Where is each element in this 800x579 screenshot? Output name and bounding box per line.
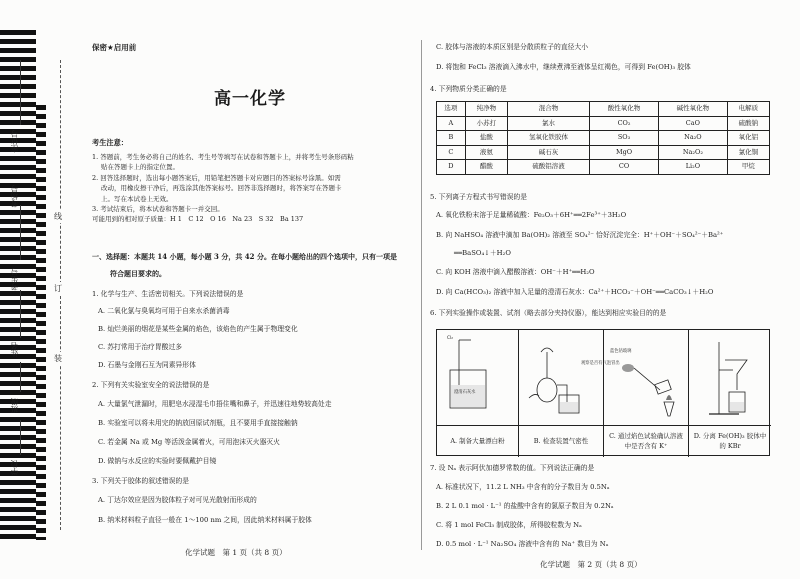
apparatus-c-drawing (604, 330, 689, 425)
table-row[interactable] (437, 116, 770, 131)
caption-d: D. 分离 Fe(OH)₃ 胶体中的 KBr (689, 425, 771, 457)
q7-option-b[interactable]: B. 2 L 0.1 mol · L⁻¹ 的盐酸中含有的氯原子数目为 0.2Nₐ (436, 502, 614, 510)
cut-line (60, 60, 61, 530)
seat-number-field[interactable] (20, 60, 21, 125)
cut-mark-line: 线 (54, 212, 62, 221)
table-cell: Li₂O (658, 160, 727, 175)
question-2-stem: 2. 下列有关实验室安全的说法错误的是 (92, 381, 210, 389)
apparatus-b[interactable] (519, 330, 620, 457)
table-cell: 甲烷 (727, 160, 769, 175)
right-page (430, 0, 775, 579)
school-field[interactable] (20, 420, 21, 455)
table-cell: 醋酸 (465, 160, 507, 175)
cut-mark-bind: 订 (54, 284, 62, 293)
question-4-stem: 4. 下列物质分类正确的是 (430, 85, 507, 93)
school-label: 学校 (10, 460, 19, 475)
q2-option-d[interactable]: D. 做钠与水反应的实验时要佩戴护目镜 (98, 457, 217, 465)
table-header: 碱性氧化物 (658, 102, 727, 117)
notice-body (92, 152, 417, 225)
section-heading-cont: 符合题目要求的。 (110, 269, 166, 278)
q7-option-a[interactable]: A. 标准状况下，11.2 L NH₃ 中含有的分子数目为 0.5Nₐ (436, 483, 610, 491)
q3-option-d[interactable]: D. 将饱和 FeCl₃ 溶液滴入沸水中，继续煮沸至液体呈红褐色，可得到 Fe(OH)₃ 胶体 (436, 63, 691, 71)
section-heading: 一、选择题：本题共 14 小题，每小题 3 分，共 42 分。在每小题给出的四个选项中，只有一项是 (92, 252, 397, 261)
apparatus-a-drawing (437, 330, 519, 425)
notice-line: 3. 考试结束后，将本试卷和答题卡一并交回。 (92, 204, 224, 213)
label-limewater: 澄清石灰水 (454, 390, 476, 395)
table-header-row (437, 102, 770, 117)
apparatus-panel (436, 329, 770, 456)
column-divider (421, 40, 422, 550)
table-cell: CO₂ (590, 116, 659, 131)
name-label: 姓名 (10, 342, 19, 357)
table-cell: 碱石灰 (507, 145, 589, 160)
label-cl2: Cl₂ (447, 336, 453, 341)
table-cell: 硫酸铝溶液 (507, 160, 589, 175)
q1-option-d[interactable]: D. 石墨与金刚石互为同素异形体 (98, 361, 196, 369)
seat-number-label: 座位号 (10, 130, 19, 153)
q2-option-c[interactable]: C. 若金属 Na 或 Mg 等活泼金属着火，可用泡沫灭火器灭火 (98, 438, 280, 446)
binding-strip (0, 0, 80, 579)
table-cell: Na₂O (658, 131, 727, 146)
candidate-number-label: 考生号 (10, 268, 19, 291)
label-cobalt-glass: 蓝色钴玻璃 (610, 349, 632, 354)
notice-line: 上。写在本试卷上无效。 (101, 194, 173, 203)
table-cell: MgO (590, 145, 659, 160)
apparatus-d[interactable] (689, 330, 771, 457)
table-cell: D (437, 160, 466, 175)
table-cell: 氢氧化铁胶体 (507, 131, 589, 146)
notice-heading: 考生注意： (92, 138, 128, 147)
notice-line: 1. 答题前，考生务必将自己的姓名、考生号等填写在试卷和答题卡上，并将考生号条形码粘 (92, 153, 354, 161)
question-6-stem: 6. 下列实验操作或装置、试剂（略去部分夹持仪器），能达到相应实验目的的是 (430, 309, 667, 317)
label-bubbles: 观察是否有气泡冒出 (581, 361, 620, 366)
q3-option-a[interactable]: A. 丁达尔效应是因为胶体粒子对可见光散射而形成的 (98, 496, 257, 504)
table-cell: C (437, 145, 466, 160)
question-1-stem: 1. 化学与生产、生活密切相关。下列说法错误的是 (92, 290, 244, 298)
table-cell: 液氨 (465, 145, 507, 160)
apparatus-b-drawing (519, 330, 620, 425)
table-cell: CO (590, 160, 659, 175)
page-title: 高一化学 (214, 89, 286, 109)
apparatus-d-drawing (689, 330, 771, 425)
table-cell: 氧化铝 (727, 131, 769, 146)
classification-table (436, 101, 770, 175)
table-header: 选项 (437, 102, 466, 117)
class-field[interactable] (20, 362, 21, 392)
q1-option-b[interactable]: B. 灿烂美丽的烟花是某些金属的焰色，该焰色的产生属于物理变化 (98, 325, 298, 333)
notice-line: 贴在答题卡上的指定位置。 (101, 163, 179, 172)
page-footer-left: 化学试题 第 1 页（共 8 页） (185, 548, 287, 557)
q5-option-d[interactable]: D. 向 Ca(HCO₃)₂ 溶液中加入足量的澄清石灰水：Ca²⁺＋HCO₃⁻＋OH⁻══CaCO₃↓＋H₂O (436, 288, 714, 296)
caption-c: C. 通过焰色试验确认溶液中是否含有 K⁺ (604, 425, 688, 457)
candidate-number-field[interactable] (20, 205, 21, 260)
table-cell: Na₂O₂ (658, 145, 727, 160)
table-header: 酸性氧化物 (590, 102, 659, 117)
table-cell: B (437, 131, 466, 146)
table-row[interactable] (437, 145, 770, 160)
class-label: 班级 (10, 398, 19, 413)
q5-option-b-cont[interactable]: ══BaSO₄↓＋H₂O (454, 249, 511, 257)
notice-line: 2. 回答选择题时，选出每小题答案后，用铅笔把答题卡对应题目的答案标号涂黑。如需 (92, 173, 341, 182)
table-cell: 小苏打 (465, 116, 507, 131)
table-header: 电解质 (727, 102, 769, 117)
q1-option-a[interactable]: A. 二氧化氯与臭氧均可用于自来水杀菌消毒 (98, 307, 230, 315)
table-row[interactable] (437, 160, 770, 175)
table-cell: CaO (658, 116, 727, 131)
table-header: 纯净物 (465, 102, 507, 117)
question-5-stem: 5. 下列离子方程式书写错误的是 (430, 193, 528, 201)
q3-option-b[interactable]: B. 纳米材料粒子直径一般在 1～100 nm 之间，因此纳米材料属于胶体 (98, 516, 312, 524)
q5-option-c[interactable]: C. 向 KOH 溶液中滴入醋酸溶液：OH⁻＋H⁺══H₂O (436, 268, 595, 276)
table-cell: 硫酸钠 (727, 116, 769, 131)
q1-option-c[interactable]: C. 苏打常用于治疗胃酸过多 (98, 343, 183, 351)
table-cell: SO₃ (590, 131, 659, 146)
confidential-mark: 保密★启用前 (92, 43, 137, 52)
atomic-mass-line: 可能用到的相对原子质量：H 1 C 12 O 16 Na 23 S 32 Ba 137 (92, 215, 304, 224)
q3-option-c[interactable]: C. 胶体与溶液的本质区别是分散质粒子的直径大小 (436, 43, 589, 51)
notice-line: 改动，用橡皮擦干净后，再选涂其他答案标号。回答非选择题时，将答案写在答题卡 (101, 184, 342, 193)
q5-option-b[interactable]: B. 向 NaHSO₄ 溶液中滴加 Ba(OH)₂ 溶液至 SO₄²⁻ 恰好沉淀完全：H⁺＋OH⁻＋SO₄²⁻＋Ba²⁺ (436, 231, 724, 239)
table-header: 混合物 (507, 102, 589, 117)
page-footer-right: 化学试题 第 2 页（共 8 页） (540, 560, 642, 569)
table-cell: 氯化铜 (727, 145, 769, 160)
apparatus-c[interactable] (604, 330, 689, 457)
question-7-stem: 7. 设 Nₐ 表示阿伏加德罗常数的值。下列说法正确的是 (430, 464, 595, 472)
table-cell: 氯水 (507, 116, 589, 131)
table-cell: 盐酸 (465, 131, 507, 146)
caption-b: B. 检查装置气密性 (519, 425, 603, 457)
question-3-stem: 3. 下列关于胶体的叙述错误的是 (92, 477, 190, 485)
apparatus-a[interactable] (437, 330, 519, 457)
table-row[interactable] (437, 131, 770, 146)
table-cell: A (437, 116, 466, 131)
q2-option-a[interactable]: A. 大量氯气泄漏时，用肥皂水浸湿毛巾捂住嘴和鼻子，并迅速往地势较高处走 (98, 400, 332, 408)
name-field[interactable] (20, 290, 21, 338)
binding-stripes-tail (36, 105, 46, 540)
q5-option-a[interactable]: A. 氧化铁粉末溶于足量稀硫酸：Fe₂O₃＋6H⁺══2Fe³⁺＋3H₂O (436, 211, 627, 219)
caption-a: A. 制备大量漂白粉 (437, 425, 518, 457)
q7-option-c[interactable]: C. 将 1 mol FeCl₃ 制成胶体，所得胶粒数为 Nₐ (436, 521, 582, 529)
cut-mark-install: 装 (54, 354, 62, 363)
exam-room-label: 考场号 (10, 185, 19, 208)
q7-option-d[interactable]: D. 0.5 mol · L⁻¹ Na₂SO₄ 溶液中含有的 Na⁺ 数目为 Nₐ (436, 540, 609, 548)
left-page (85, 0, 415, 579)
q2-option-b[interactable]: B. 实验室可以将未用完的钠放回原试剂瓶，且不要用手直接接触钠 (98, 419, 298, 427)
